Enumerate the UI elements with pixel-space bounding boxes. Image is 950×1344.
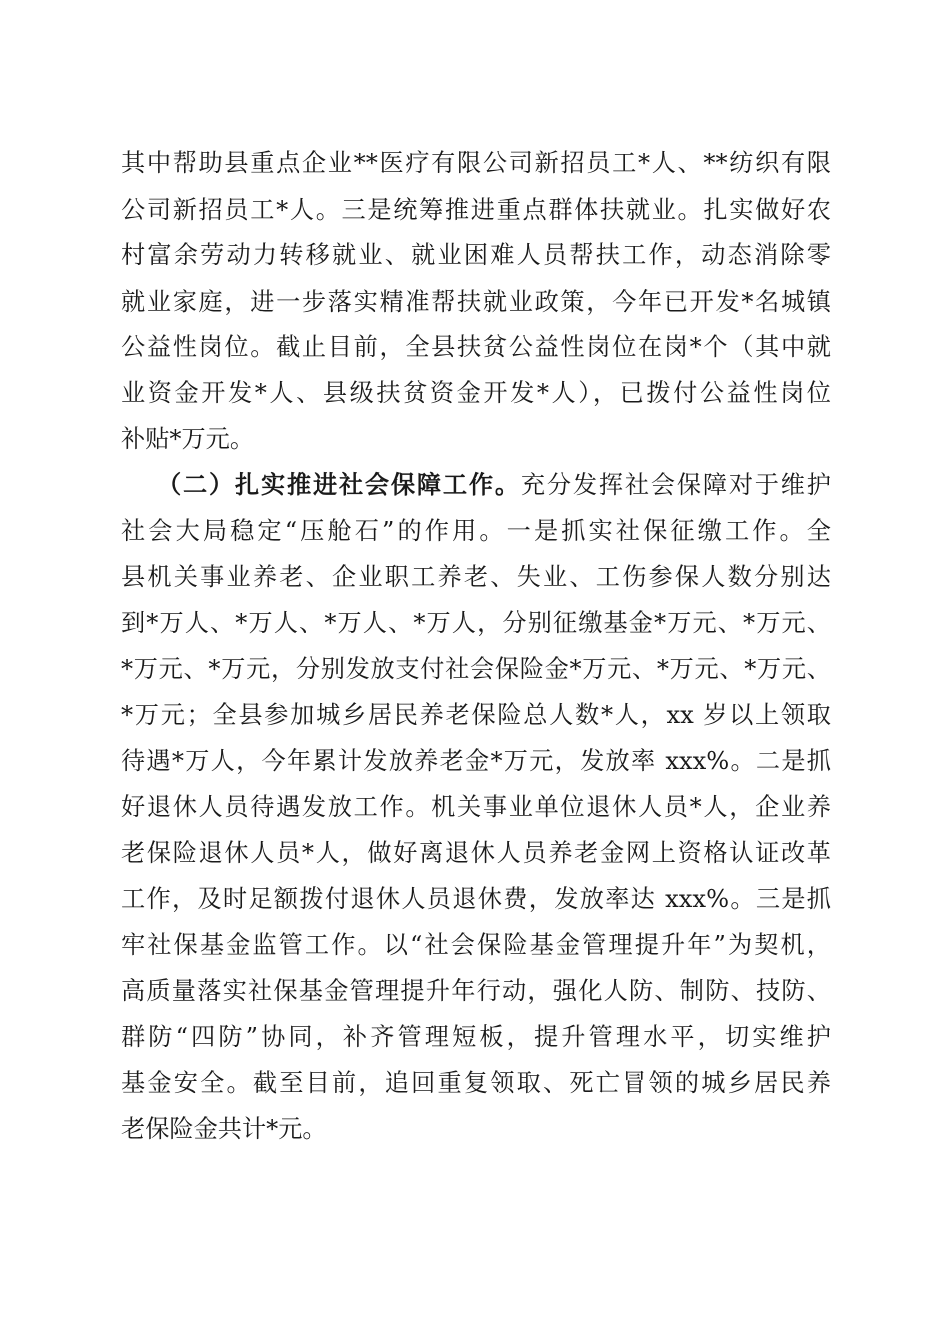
paragraph-line: 社会大局稳定“压舱石”的作用。一是抓实社保征缴工作。全 [121, 517, 831, 545]
paragraph-line: 公益性岗位。截止目前，全县扶贫公益性岗位在岗*个（其中就 [121, 333, 831, 361]
paragraph-line: 业资金开发*人、县级扶贫资金开发*人），已拨付公益性岗位 [121, 379, 831, 407]
section-heading: （二）扎实推进社会保障工作。 [157, 470, 521, 499]
paragraph-line: 待遇*万人，今年累计发放养老金*万元，发放率 xxx%。二是抓 [121, 747, 831, 775]
paragraph-line: 群防“四防”协同，补齐管理短板，提升管理水平，切实维护 [121, 1023, 831, 1051]
paragraph-line: 老保险金共计*元。 [121, 1115, 327, 1143]
paragraph-line: 补贴*万元。 [121, 425, 255, 453]
paragraph-line: 好退休人员待遇发放工作。机关事业单位退休人员*人，企业养 [121, 793, 831, 821]
paragraph-line: 工作，及时足额拨付退休人员退休费，发放率达 xxx%。三是抓 [121, 885, 831, 913]
paragraph-line: 基金安全。截至目前，追回重复领取、死亡冒领的城乡居民养 [121, 1069, 831, 1097]
paragraph-line: *万元、*万元，分别发放支付社会保险金*万元、*万元、*万元、 [121, 655, 831, 683]
paragraph-line: *万元；全县参加城乡居民养老保险总人数*人，xx 岁以上领取 [121, 701, 831, 729]
paragraph-line: 村富余劳动力转移就业、就业困难人员帮扶工作，动态消除零 [121, 241, 831, 269]
paragraph-line: 老保险退休人员*人，做好离退休人员养老金网上资格认证改革 [121, 839, 831, 867]
paragraph-line: 牢社保基金监管工作。以“社会保险基金管理提升年”为契机， [121, 931, 831, 959]
paragraph-line: 公司新招员工*人。三是统筹推进重点群体扶就业。扎实做好农 [121, 196, 831, 224]
section-heading-line [157, 468, 831, 502]
heading-line-text: 充分发挥社会保障对于维护 [520, 471, 831, 499]
paragraph-line: 其中帮助县重点企业**医疗有限公司新招员工*人、**纺织有限 [121, 149, 831, 177]
paragraph-line: 县机关事业养老、企业职工养老、失业、工伤参保人数分别达 [121, 563, 831, 591]
paragraph-line: 到*万人、*万人、*万人、*万人，分别征缴基金*万元、*万元、 [121, 609, 831, 637]
paragraph-line: 就业家庭，进一步落实精准帮扶就业政策，今年已开发*名城镇 [121, 288, 831, 316]
paragraph-line: 高质量落实社保基金管理提升年行动，强化人防、制防、技防、 [121, 977, 831, 1005]
